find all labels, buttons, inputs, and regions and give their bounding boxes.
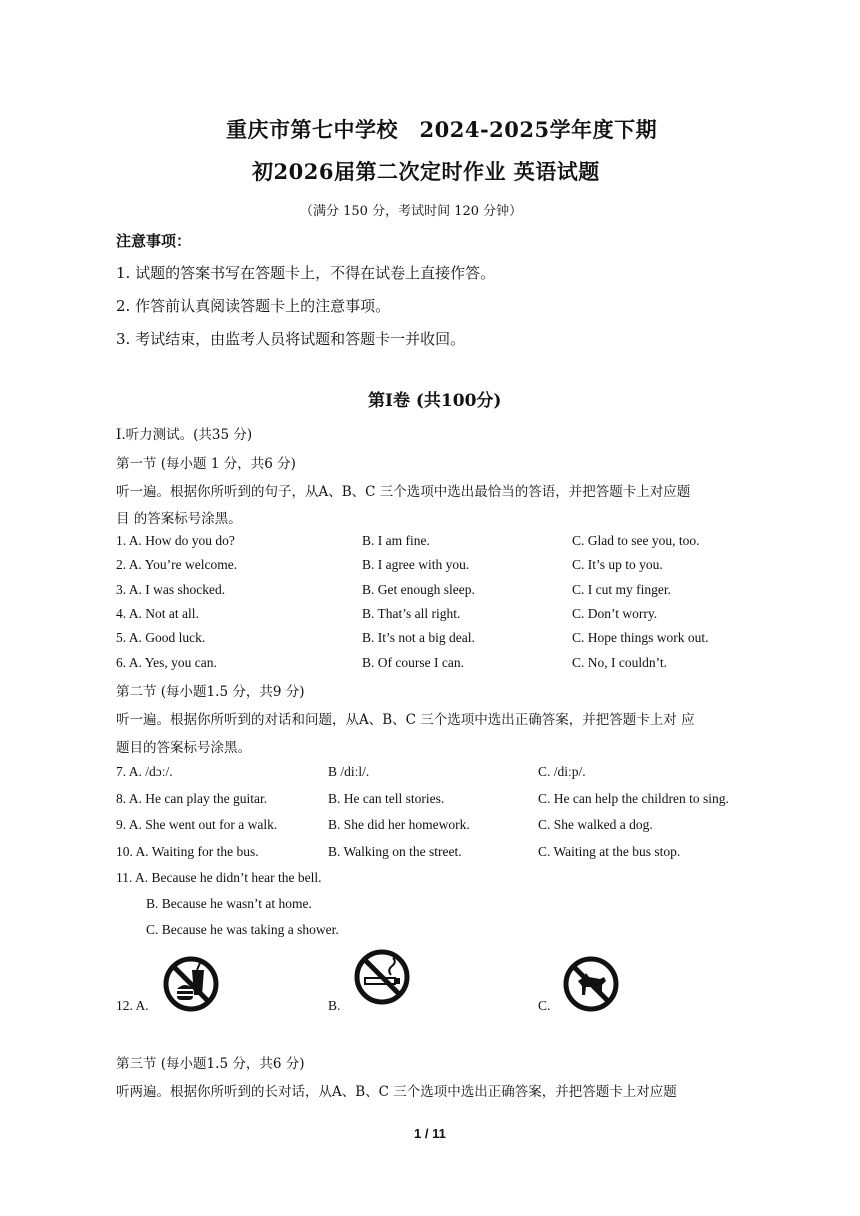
question-8-option-c: C. He can help the children to sing. [538,791,729,806]
question-7-option-b: B /diːl/. [328,764,370,779]
exam-title-line2: 初2026届第二次定时作业 英语试题 [252,159,600,184]
question-12-label-a: 12. A. [116,998,149,1013]
section1-instruction-cont: 目 的答案标号涂黑。 [116,511,242,527]
section2-instruction-cont: 题目的答案标号涂黑。 [116,740,251,756]
question-8-option-a: 8. A. He can play the guitar. [116,791,268,806]
question-9-option-a: 9. A. She went out for a walk. [116,817,278,832]
question-5-option-a: 5. A. Good luck. [116,630,206,645]
listening-title: Ⅰ.听力测试。(共35 分) [116,427,253,443]
question-12-label-c: C. [538,998,551,1013]
notice-item: 2. 作答前认真阅读答题卡上的注意事项。 [116,297,391,315]
section1-heading: 第一节 (每小题 1 分，共6 分) [116,456,296,472]
question-9-option-c: C. She walked a dog. [538,817,653,832]
question-4-option-b: B. That’s all right. [362,606,461,621]
question-5-option-c: C. Hope things work out. [572,630,709,645]
question-5-option-b: B. It’s not a big deal. [362,630,475,645]
question-6-option-c: C. No, I couldn’t. [572,655,667,670]
question-2-option-b: B. I agree with you. [362,557,470,572]
question-4-option-c: C. Don’t worry. [572,606,658,621]
page-number: 1 / 11 [414,1126,446,1141]
question-7-option-a: 7. A. /dɔː/. [116,764,173,779]
section2-heading: 第二节 (每小题1.5 分，共9 分) [116,684,305,700]
question-11-option-c: C. Because he was taking a shower. [146,922,339,937]
question-4-option-a: 4. A. Not at all. [116,606,199,621]
exam-subtitle: （满分 150 分，考试时间 120 分钟） [300,204,523,219]
question-9-option-b: B. She did her homework. [328,817,470,832]
no-food-drink-icon [162,955,220,1013]
question-3-option-a: 3. A. I was shocked. [116,582,226,597]
question-11-option-b: B. Because he wasn’t at home. [146,896,312,911]
question-11-option-a: 11. A. Because he didn’t hear the bell. [116,870,322,885]
section3-instruction: 听两遍。根据你所听到的长对话，从A、B、C 三个选项中选出正确答案，并把答题卡上对应题 [116,1084,677,1100]
question-2-option-a: 2. A. You’re welcome. [116,557,238,572]
section2-instruction: 听一遍。根据你所听到的对话和问题，从A、B、C 三个选项中选出正确答案，并把答题卡上对 应 [116,712,695,728]
question-1-option-c: C. Glad to see you, too. [572,533,700,548]
question-1-option-a: 1. A. How do you do? [116,533,235,548]
question-1-option-b: B. I am fine. [362,533,430,548]
question-12-label-b: B. [328,998,341,1013]
question-10-option-c: C. Waiting at the bus stop. [538,844,681,859]
question-3-option-c: C. I cut my finger. [572,582,671,597]
part-title: 第Ⅰ卷 (共100分) [368,391,502,411]
question-10-option-a: 10. A. Waiting for the bus. [116,844,259,859]
no-dogs-icon [562,955,620,1013]
section3-heading: 第三节 (每小题1.5 分，共6 分) [116,1056,305,1072]
question-8-option-b: B. He can tell stories. [328,791,445,806]
notice-item: 3. 考试结束，由监考人员将试题和答题卡一并收回。 [116,330,466,348]
notice-item: 1. 试题的答案书写在答题卡上，不得在试卷上直接作答。 [116,264,496,282]
question-6-option-b: B. Of course I can. [362,655,464,670]
question-7-option-c: C. /diːp/. [538,764,586,779]
question-10-option-b: B. Walking on the street. [328,844,462,859]
section1-instruction: 听一遍。根据你所听到的句子，从A、B、C 三个选项中选出最恰当的答语，并把答题卡上对应题 [116,484,691,500]
no-smoking-icon [353,948,411,1006]
question-3-option-b: B. Get enough sleep. [362,582,475,597]
question-2-option-c: C. It’s up to you. [572,557,663,572]
exam-title-line1: 重庆市第七中学校 2024-2025学年度下期 [226,117,658,142]
notice-heading: 注意事项： [116,232,192,250]
question-6-option-a: 6. A. Yes, you can. [116,655,217,670]
